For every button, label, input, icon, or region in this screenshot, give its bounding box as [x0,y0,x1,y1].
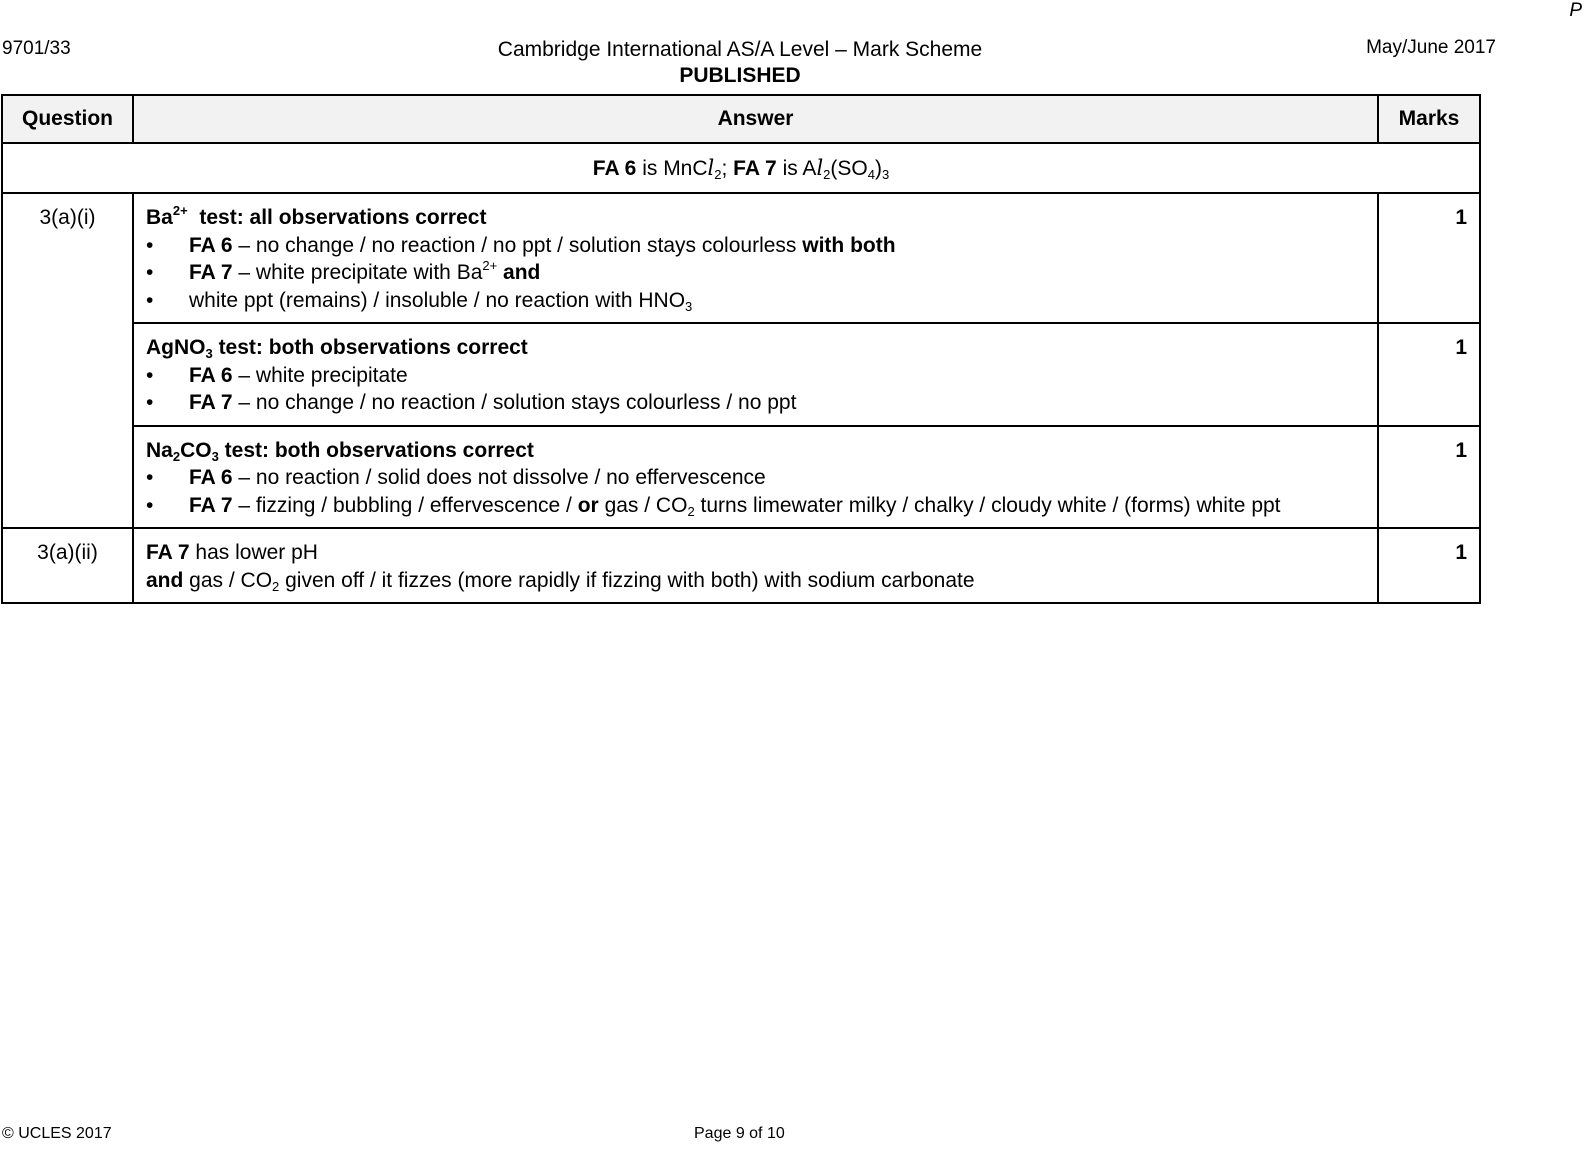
marks-header: Marks [1378,95,1480,143]
answer-text: – no change / no reaction / no ppt / solution stays colourless [232,233,803,257]
fa6-label: FA 6 [189,466,233,489]
answer-emphasis: and [146,568,184,592]
identification-cell [2,143,1480,193]
subscript: 2 [823,166,831,182]
answer-text: – no reaction / solid does not dissolve / no effervescence [232,466,766,489]
table-row [2,426,1480,529]
title-text: Ba [146,206,173,229]
edge-character: P [1569,0,1582,21]
answer-text: – white precipitate with Ba [232,261,483,284]
subscript: 2 [687,503,695,519]
answer-text: gas / CO [183,568,273,592]
ident-text: (SO [830,156,868,180]
table-row [2,323,1480,426]
answer-line [146,539,1365,567]
fa6-label: FA 6 [592,156,637,180]
bullet: • [146,233,154,257]
mark-value: 1 [1378,528,1480,603]
answer-text: has lower pH [189,541,318,564]
list-item [146,492,1365,520]
answer-text: turns limewater milky / chalky / cloudy white / (forms) white ppt [694,493,1281,517]
subscript: 4 [867,166,875,182]
identification-row [2,143,1480,193]
answer-title [146,437,1365,465]
list-item [146,287,1365,315]
bullet: • [146,363,154,387]
subscript: 3 [881,166,890,182]
fa7-label: FA 7 [189,261,233,284]
list-item [146,464,1365,492]
answer-text: – white precipitate [232,363,408,387]
header-row [2,95,1480,143]
answer-text: white ppt (remains) / insoluble / no reaction with HNO [189,288,686,312]
fa7-label: FA 7 [146,541,190,564]
bullet: • [146,466,154,489]
bullet: • [146,493,154,517]
subscript: 3 [211,448,219,464]
fa7-label: FA 7 [189,493,233,517]
answer-text: – no change / no reaction / solution stays colourless / no ppt [232,391,797,414]
mark-value: 1 [1378,193,1480,323]
answer-cell-ph [133,528,1378,603]
title-text: CO [180,438,212,462]
answer-emphasis: or [577,493,599,517]
published-label: PUBLISHED [679,64,801,87]
answer-line [146,567,1365,595]
answer-title [146,334,1365,362]
subscript: 3 [685,298,693,314]
answer-cell-sodium-carbonate [133,426,1378,529]
document-title [440,37,1040,89]
title-text: AgNO [146,336,206,359]
copyright: © UCLES 2017 [2,1125,112,1142]
title-text: Cambridge International AS/A Level – Mark Scheme [497,38,983,61]
answer-cell-silver-nitrate [133,323,1378,426]
superscript: 2+ [482,258,498,273]
answer-text: gas / CO [598,493,688,517]
answer-emphasis: and [497,261,541,284]
subscript: 2 [172,448,181,464]
mark-scheme-table [1,94,1481,604]
answer-title [146,204,1365,232]
answer-header: Answer [133,95,1378,143]
page-number: Page 9 of 10 [694,1125,785,1142]
table-row [2,193,1480,323]
superscript: 2+ [172,203,188,218]
ident-text: is MnC [636,156,708,180]
exam-session: May/June 2017 [1366,37,1496,58]
answer-text: given off / it fizzes (more rapidly if fizzing with both) with sodium carbonate [279,568,975,592]
table-row [2,528,1480,603]
title-text: test: both observations correct [212,336,528,359]
ident-text: is A [776,156,817,180]
list-item [146,362,1365,390]
answer-cell-barium [133,193,1378,323]
answer-emphasis: with both [802,233,896,257]
fa6-label: FA 6 [189,363,233,387]
list-item [146,232,1365,260]
mark-value: 1 [1378,426,1480,529]
title-text: Na [146,438,173,462]
ell-glyph: l [707,155,715,180]
fa7-label: FA 7 [189,391,233,414]
mark-value: 1 [1378,323,1480,426]
ident-text: ) [874,156,882,180]
question-header: Question [2,95,133,143]
separator: ; [721,156,734,180]
bullet: • [146,261,154,284]
subscript: 2 [272,578,280,594]
fa7-label: FA 7 [733,156,777,180]
ell-glyph: l [816,155,824,180]
list-item [146,389,1365,417]
list-item [146,259,1365,287]
bullet: • [146,288,154,312]
title-text: test: both observations correct [218,438,534,462]
answer-text: – fizzing / bubbling / effervescence / [232,493,578,517]
title-text: test: all observations correct [187,206,487,229]
subscript: 2 [714,166,722,182]
paper-code: 9701/33 [2,38,71,59]
subscript: 3 [205,346,213,361]
fa6-label: FA 6 [189,233,233,257]
bullet: • [146,391,154,414]
question-number: 3(a)(i) [2,193,133,528]
question-number: 3(a)(ii) [2,528,133,603]
